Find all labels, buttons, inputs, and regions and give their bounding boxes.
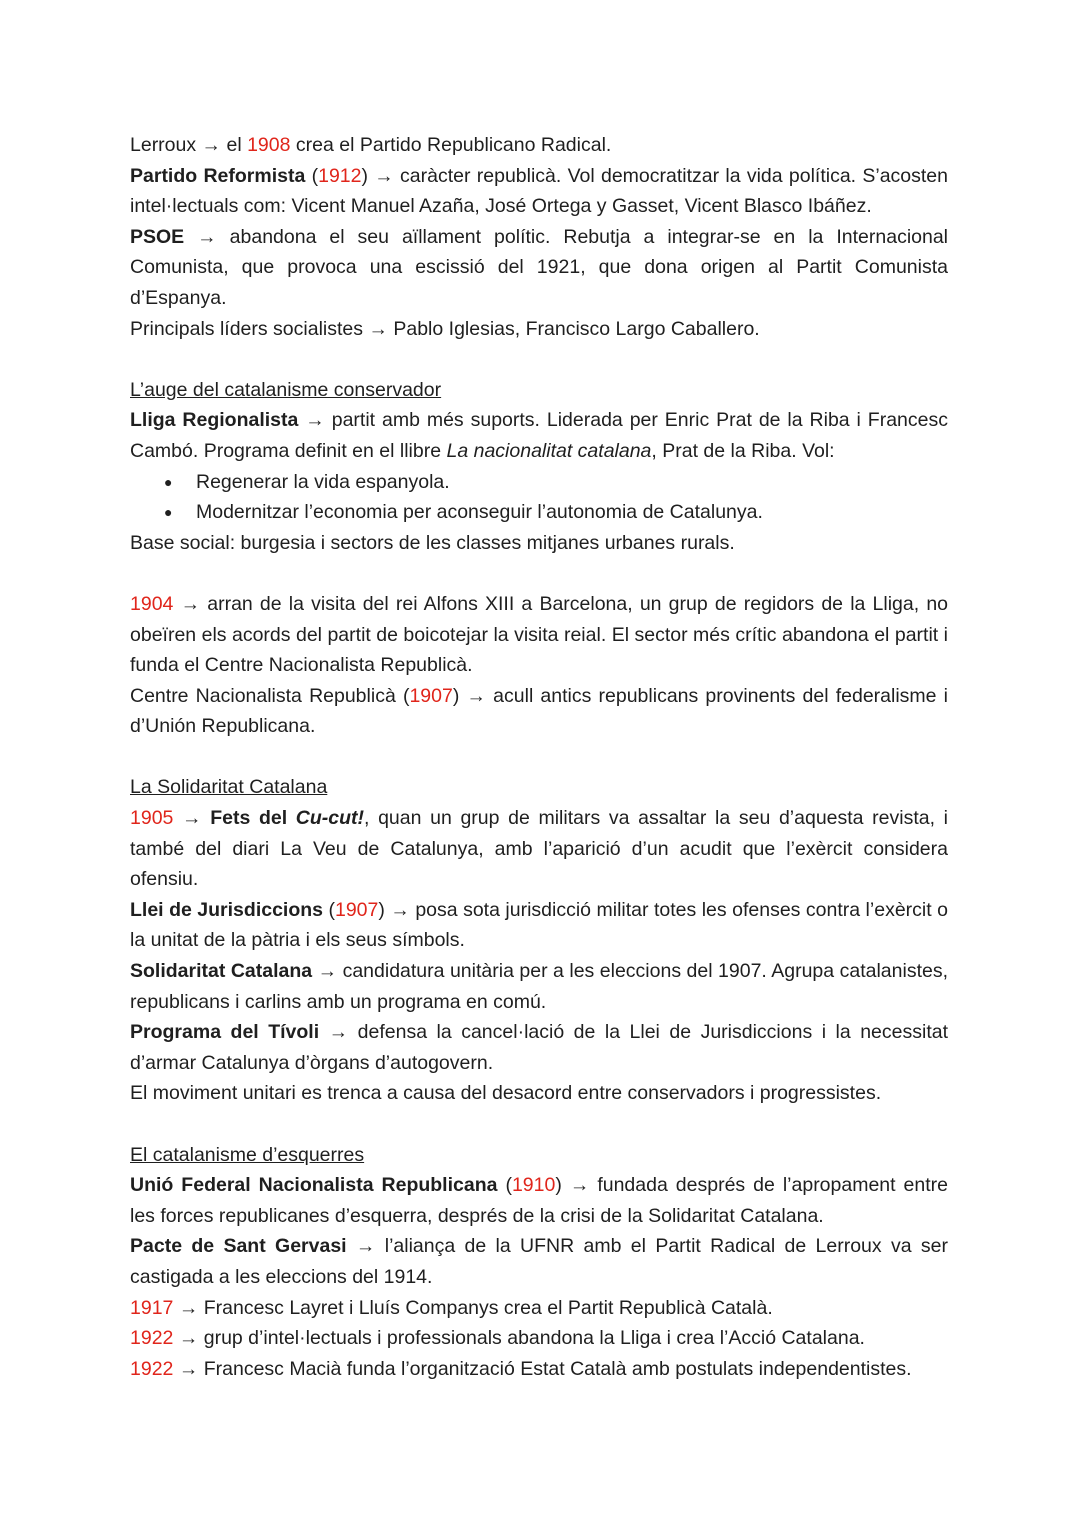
- text: partit amb més suports. Liderada per Enric Prat de la Riba i Francesc Cambó. Programa definit en el llibre: [130, 409, 948, 462]
- text: Francesc Macià funda l’organització Estat Català amb postulats independentistes.: [203, 1357, 912, 1380]
- text: acull antics republicans provinents del federalisme i d’Unión Republicana.: [130, 684, 948, 738]
- arrow: →: [197, 225, 217, 248]
- arrow: →: [466, 684, 486, 707]
- term: Solidaritat Catalana: [130, 960, 313, 983]
- document-page: [130, 130, 948, 1384]
- year: 1907: [334, 898, 379, 921]
- year: 1904: [130, 592, 174, 615]
- paragraph-trenca: El moviment unitari es trenca a causa del desacord entre conservadors i progressistes.: [130, 1082, 882, 1105]
- arrow: →: [180, 592, 201, 615]
- book-title: La nacionalitat catalana: [446, 439, 652, 462]
- arrow: →: [305, 409, 325, 432]
- text: el: [226, 134, 242, 156]
- year: 1917: [130, 1296, 174, 1319]
- arrow: →: [178, 1296, 199, 1319]
- term: Pacte de Sant Gervasi: [130, 1235, 347, 1258]
- arrow: →: [569, 1174, 590, 1197]
- year: 1912: [318, 164, 362, 187]
- term: Lliga Regionalista: [130, 409, 299, 432]
- timeline-entry: [130, 1354, 948, 1385]
- text: grup d’intel·lectuals i professionals abandona la Lliga i crea l’Acció Catalana.: [203, 1327, 865, 1350]
- arrow: →: [368, 317, 388, 340]
- paragraph-psoe: [130, 222, 948, 314]
- text: l’aliança de la UFNR amb el Partit Radical de Lerroux va ser castigada a les eleccions del 1914.: [130, 1235, 948, 1288]
- text: fundada després de l’apropament entre les forces republicanes d’esquerra, després de la crisi de la Solidaritat Catalana.: [130, 1174, 948, 1227]
- paragraph-centre-nacionalista: Centre Nacionalista Republicà (1907) → acull antics republicans provinents del federalisme i d’Unión Republicana.: [130, 684, 948, 738]
- paragraph-ufnr: Unió Federal Nacionalista Republicana (1910) → fundada després de l’apropament entre les forces republicanes d’esquerra, després de la crisi de la Solidaritat Catalana.: [130, 1174, 948, 1227]
- arrow: →: [390, 898, 410, 921]
- text: Principals líders socialistes: [130, 317, 364, 340]
- paragraph-llei: Llei de Jurisdiccions (1907) → posa sota jurisdicció militar totes les ofenses contra l’exèrcit o la unitat de la pàtria i els seus símbols.: [130, 898, 948, 952]
- year: 1908: [247, 134, 291, 156]
- list-item: ● Modernitzar l’economia per aconseguir l’autonomia de Catalunya.: [196, 497, 948, 528]
- year: 1905: [130, 807, 174, 830]
- text: abandona el seu aïllament polític. Rebutja a integrar-se en la Internacional Comunista, que provoca una escissió del 1921, que dona origen al Partit Comunista d’Espanya.: [130, 225, 949, 309]
- paragraph-tivoli: [130, 1017, 948, 1078]
- paragraph-base-social: Base social: burgesia i sectors de les classes mitjanes urbanes rurals.: [130, 531, 735, 554]
- text: , Prat de la Riba. Vol:: [651, 439, 835, 462]
- arrow: →: [328, 1021, 349, 1044]
- term: Unió Federal Nacionalista Republicana: [130, 1174, 498, 1197]
- timeline-entry: [130, 1293, 948, 1324]
- section-heading: La Solidaritat Catalana: [130, 776, 328, 799]
- text: Francesc Layret i Lluís Companys crea el Partit Republicà Català.: [203, 1296, 773, 1319]
- arrow: →: [374, 164, 394, 187]
- paragraph-solidaritat: [130, 956, 948, 1017]
- text: posa sota jurisdicció militar totes les ofenses contra l’exèrcit o la unitat de la pàtria i els seus símbols.: [130, 898, 948, 952]
- section-heading: El catalanisme d’esquerres: [130, 1143, 365, 1166]
- year: 1907: [409, 684, 453, 707]
- term: Fets del: [210, 807, 288, 830]
- paragraph-lerroux: [130, 130, 948, 161]
- term: Centre Nacionalista Republicà: [130, 684, 396, 707]
- text: crea el Partido Republicano Radical.: [295, 134, 612, 156]
- term: Programa del Tívoli: [130, 1021, 320, 1044]
- paragraph-1904: [130, 589, 948, 681]
- list-item: ● Regenerar la vida espanyola.: [196, 467, 948, 498]
- year: 1910: [511, 1174, 556, 1197]
- term: Llei de Jurisdiccions: [130, 898, 324, 921]
- text: , quan un grup de militars va assaltar la seu d’aquesta revista, i també del diari La Veu de Catalunya, amb l’aparició d’un acudit que l’exèrcit considera ofensiu.: [130, 807, 949, 891]
- text: candidatura unitària per a les eleccions del 1907. Agrupa catalanistes, republicans i carlins amb un programa en comú.: [130, 960, 948, 1013]
- paragraph-pacte: [130, 1231, 948, 1292]
- bullet-list: [130, 467, 948, 528]
- arrow: →: [355, 1235, 376, 1258]
- year: 1922: [130, 1327, 174, 1350]
- arrow: →: [201, 134, 222, 156]
- text: arran de la visita del rei Alfons XIII a Barcelona, un grup de regidors de la Lliga, no obeïren els acords del partit de boicotejar la visita reial. El sector més crític abandona el partit i funda el Centre Nacionalista Republicà.: [130, 592, 949, 677]
- term: Cu-cut!: [295, 807, 365, 830]
- arrow: →: [182, 807, 202, 830]
- arrow: →: [317, 960, 338, 983]
- text: caràcter republicà. Vol democratitzar la vida política. S’acosten intel·lectuals com: Vicent Manuel Azaña, José Ortega y Gasset, Vicent Blasco Ibáñez.: [130, 164, 948, 218]
- text: defensa la cancel·lació de la Llei de Jurisdiccions i la necessitat d’armar Catalunya d’òrgans d’autogovern.: [130, 1021, 948, 1074]
- timeline-entry: [130, 1323, 948, 1354]
- paragraph-lideres: [130, 314, 948, 345]
- section-heading: L’auge del catalanisme conservador: [130, 378, 442, 401]
- term: PSOE: [130, 225, 185, 248]
- paragraph-cucut: [130, 803, 948, 895]
- paragraph-reformista: Partido Reformista (1912) → caràcter republicà. Vol democratitzar la vida política. S’acosten intel·lectuals com: Vicent Manuel Azaña, José Ortega y Gasset, Vicent Blasco Ibáñez.: [130, 164, 948, 218]
- term: Partido Reformista: [130, 164, 306, 187]
- year: 1922: [130, 1357, 174, 1380]
- paragraph-lliga: [130, 405, 948, 466]
- arrow: →: [178, 1357, 199, 1380]
- text: Pablo Iglesias, Francisco Largo Caballero.: [393, 317, 760, 340]
- arrow: →: [178, 1327, 199, 1350]
- term: Lerroux: [130, 134, 197, 156]
